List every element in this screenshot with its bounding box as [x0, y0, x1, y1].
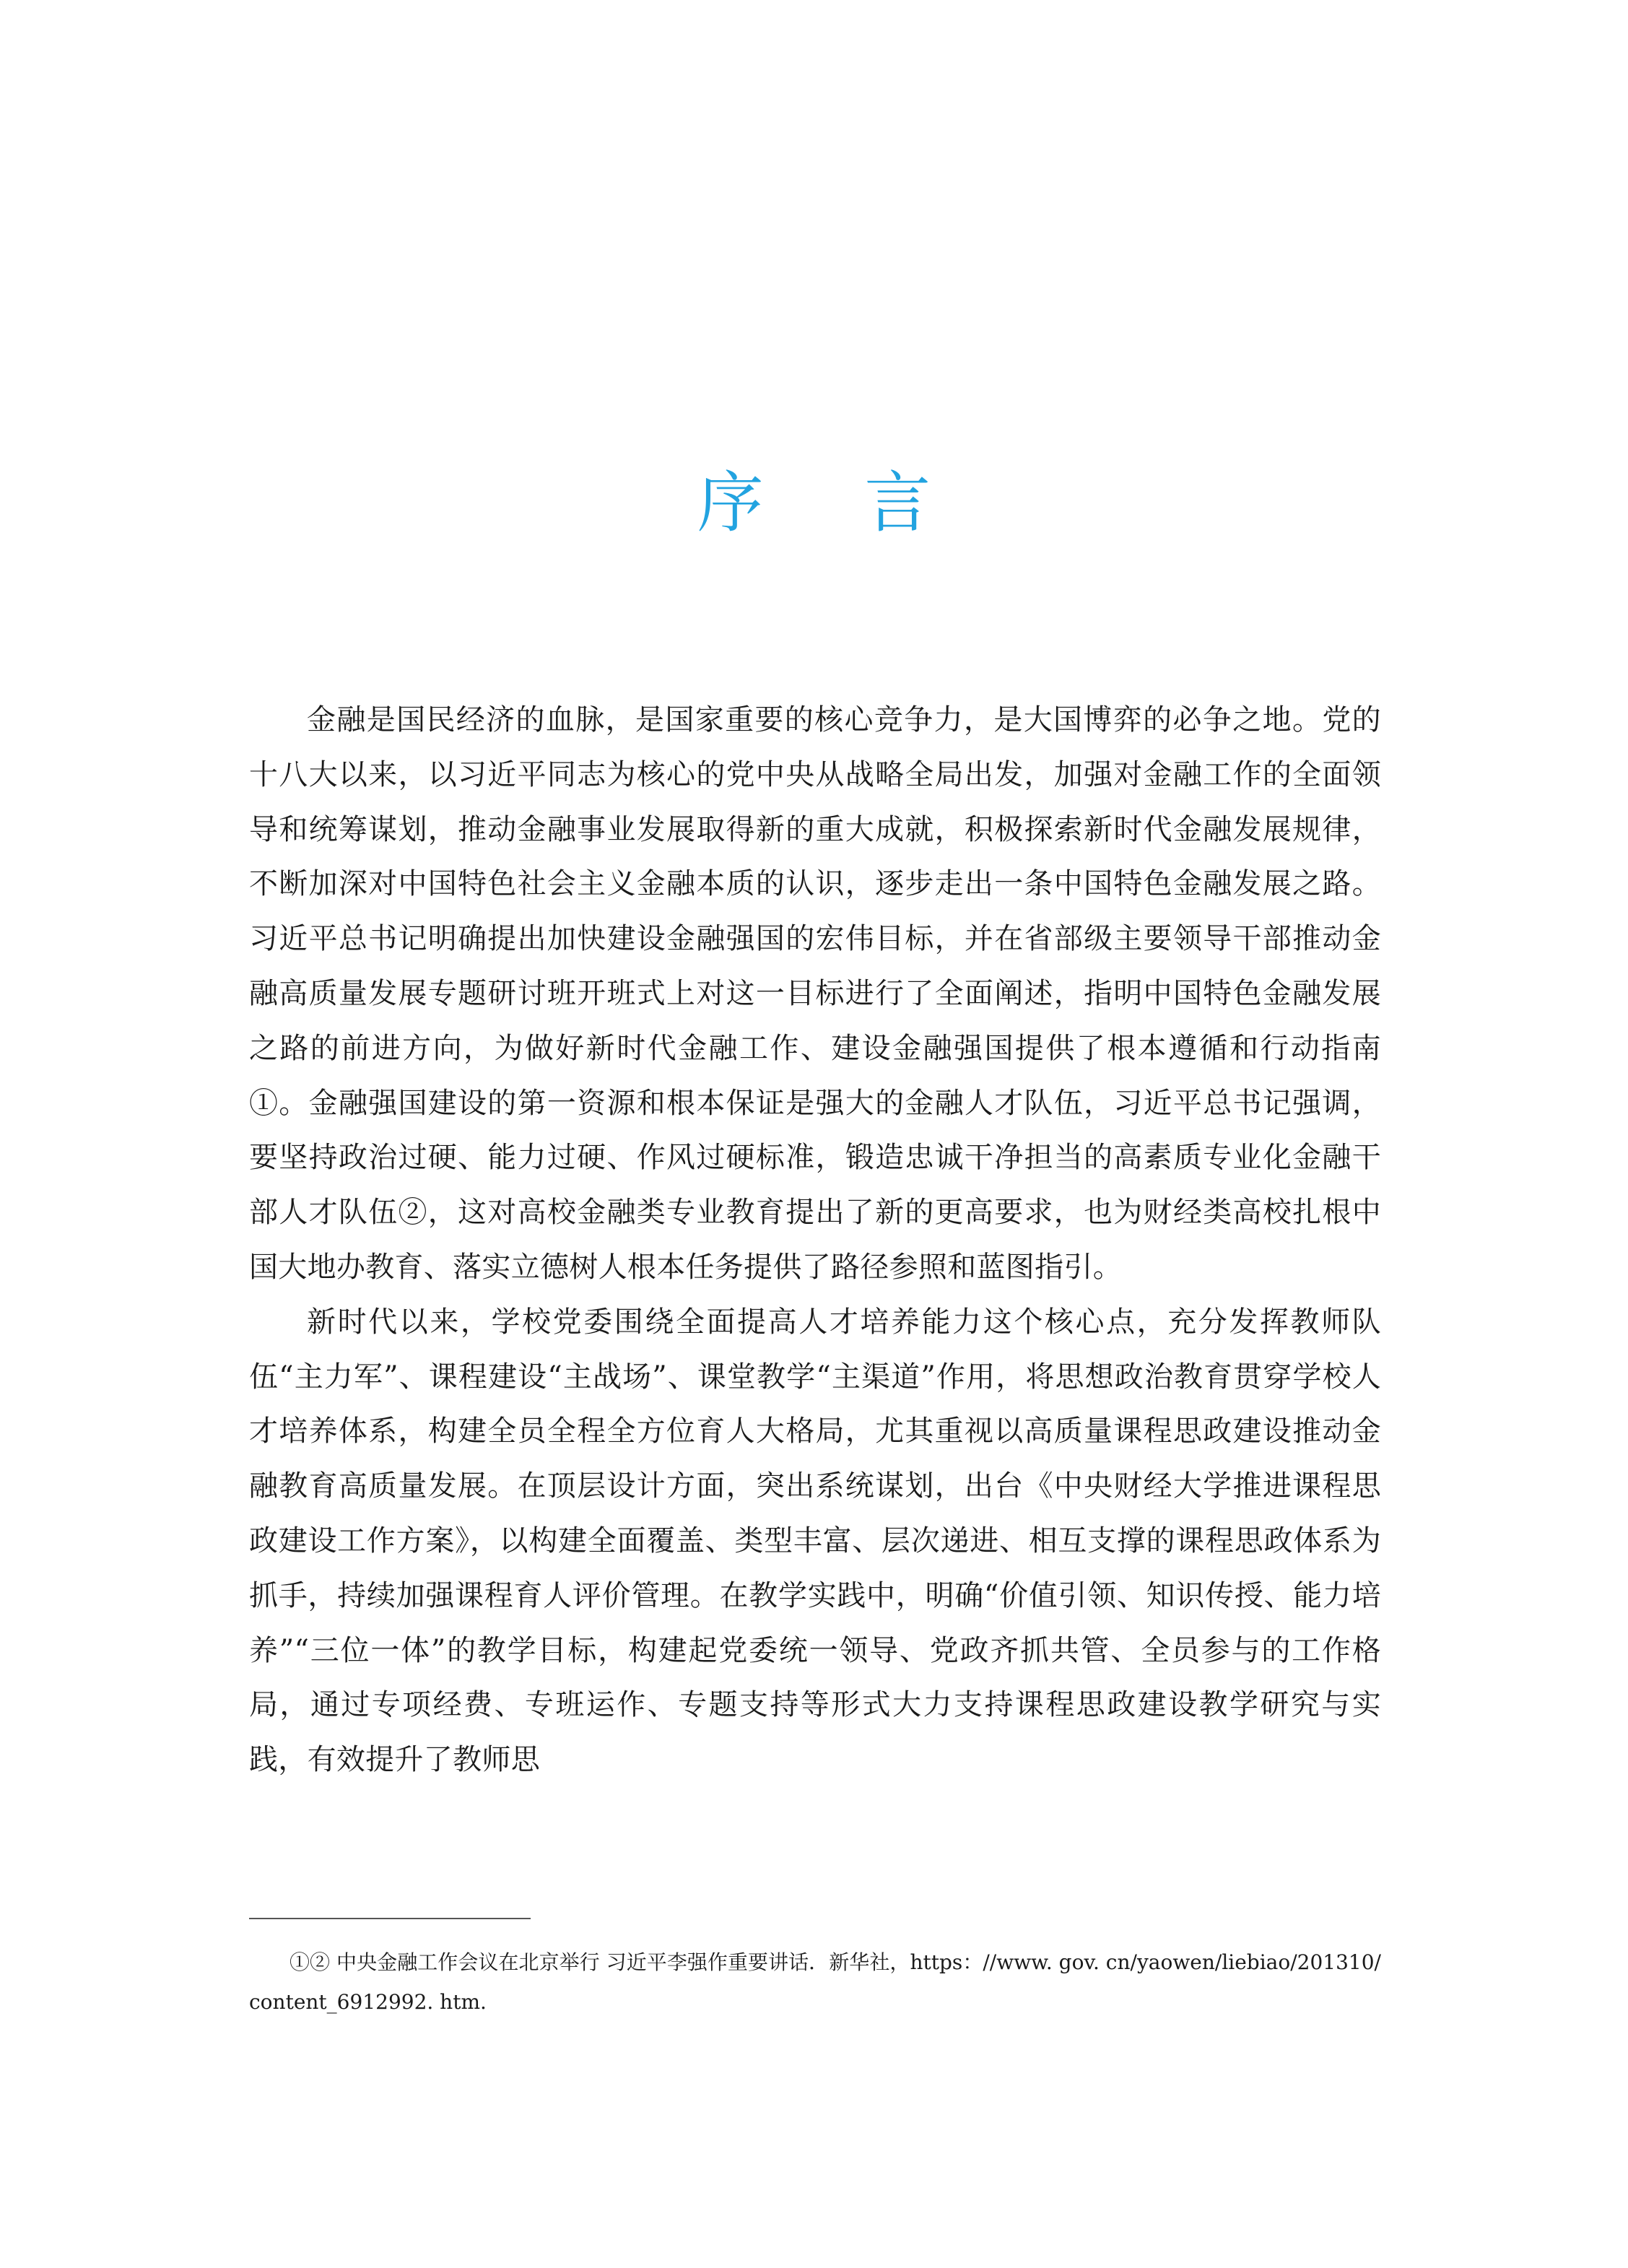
paragraph: 新时代以来，学校党委围绕全面提高人才培养能力这个核心点，充分发挥教师队伍“主力军”、课程建设“主战场”、课堂教学“主渠道”作用，将思想政治教育贯穿学校人才培养体系，构建全员全程全方位育人大格局，尤其重视以高质量课程思政建设推动金融教育高质量发展。在顶层设计方面，突出系统谋划，出台《中央财经大学推进课程思政建设工作方案》，以构建全面覆盖、类型丰富、层次递进、相互支撑的课程思政体系为抓手，持续加强课程育人评价管理。在教学实践中，明确“价值引领、知识传授、能力培养”“三位一体”的教学目标，构建起党委统一领导、党政齐抓共管、全员参与的工作格局，通过专项经费、专班运作、专题支持等形式大力支持课程思政建设教学研究与实践，有效提升了教师思	[249, 1305, 1381, 1777]
paragraph: 金融是国民经济的血脉，是国家重要的核心竞争力，是大国博弈的必争之地。党的十八大以来，以习近平同志为核心的党中央从战略全局出发，加强对金融工作的全面领导和统筹谋划，推动金融事业发展取得新的重大成就，积极探索新时代金融发展规律，不断加深对中国特色社会主义金融本质的认识，逐步走出一条中国特色金融发展之路。习近平总书记明确提出加快建设金融强国的宏伟目标，并在省部级主要领导干部推动金融高质量发展专题研讨班开班式上对这一目标进行了全面阐述，指明中国特色金融发展之路的前进方向，为做好新时代金融工作、建设金融强国提供了根本遵循和行动指南①。金融强国建设的第一资源和根本保证是强大的金融人才队伍，习近平总书记强调，要坚持政治过硬、能力过硬、作风过硬标准，锻造忠诚干净担当的高素质专业化金融干部人才队伍②，这对高校金融类专业教育提出了新的更高要求，也为财经类高校扎根中国大地办教育、落实立德树人根本任务提供了路径参照和蓝图指引。	[249, 703, 1381, 1284]
footnote-divider	[249, 1918, 531, 1919]
body-text	[249, 693, 1381, 1788]
footnote: ①② 中央金融工作会议在北京举行 习近平李强作重要讲话．新华社，https：//www. gov. cn/yaowen/liebiao/201310/content_6912992. htm.	[249, 1950, 1381, 2014]
page-title: 序 言	[697, 464, 971, 542]
